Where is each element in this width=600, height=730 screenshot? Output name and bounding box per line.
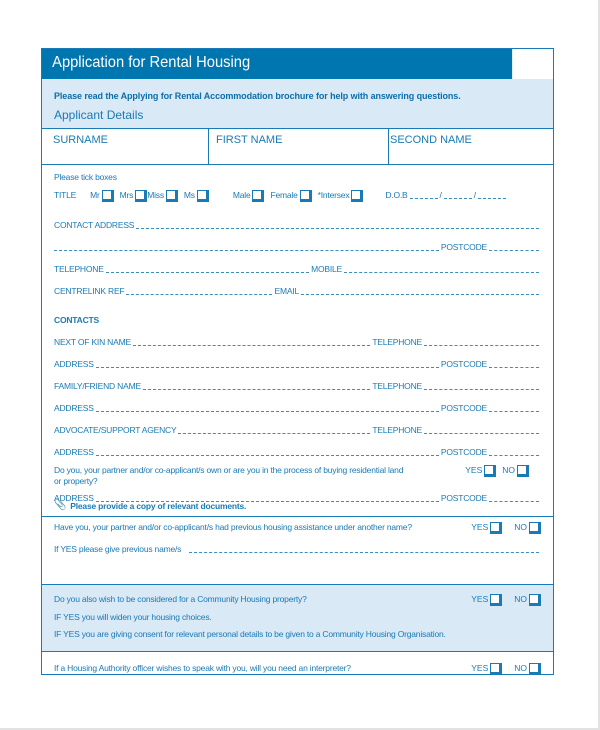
previous-assistance-yes-label: YES [471,522,489,532]
title-label: TITLE [54,190,77,200]
first-name-field[interactable] [209,129,389,164]
advocate-postcode-field[interactable] [489,455,539,456]
dob-separator: / [439,190,442,200]
next-of-kin-address-field[interactable] [96,367,439,368]
family-friend-row [54,381,541,391]
property-question-line1: Do you, your partner and/or co-applicant/s own or are you in the process of buying residential land [54,465,404,475]
gender-male-label: Male [232,190,251,200]
first-name-label: FIRST NAME [216,134,283,146]
family-friend-address-row [54,403,541,413]
email-label: EMAIL [274,286,299,296]
tick-boxes-hint [54,172,541,182]
next-of-kin-telephone-field[interactable] [424,345,539,346]
email-field[interactable] [301,294,539,295]
title-gender-dob-row [54,190,541,200]
contact-address-row [54,220,541,230]
postcode-label: POSTCODE [440,242,487,252]
family-friend-label: FAMILY/FRIEND NAME [54,381,141,391]
contacts-heading [54,315,541,325]
dob-month-field[interactable] [444,198,472,199]
centrelink-email-row [54,286,541,296]
contacts-heading-text: CONTACTS [54,315,99,325]
mobile-field[interactable] [344,272,539,273]
title-ms-label: Ms [183,190,195,200]
documents-section [42,500,553,585]
community-no-label: NO [514,594,527,604]
tick-label: Please tick boxes [54,172,117,182]
property-yes-no [465,465,527,475]
form-title: Application for Rental Housing [52,54,251,71]
previous-name-field[interactable] [189,552,539,553]
contact-address-label: CONTACT ADDRESS [54,220,135,230]
previous-assistance-row [54,522,541,532]
paperclip-icon: 📎 [54,500,67,511]
surname-label: SURNAME [53,134,109,146]
property-address-label: ADDRESS [54,493,94,503]
previous-assistance-no-label: NO [514,522,527,532]
gender-female-label: Female [270,190,298,200]
property-yes-checkbox[interactable] [484,465,494,475]
gender-female-checkbox[interactable] [300,190,310,200]
community-yes-no [471,594,539,604]
title-miss-checkbox[interactable] [166,190,176,200]
property-no-checkbox[interactable] [517,465,527,475]
interpreter-question-row [54,663,541,673]
community-info2: IF YES you are giving consent for relevant personal details to be given to a Community Housing Organisation. [54,629,446,639]
community-info1: IF YES you will widen your housing choices. [54,612,212,622]
telephone-label: TELEPHONE [54,264,104,274]
advocate-row [54,425,541,435]
community-info1-row [54,612,541,622]
advocate-field[interactable] [178,433,370,434]
interpreter-no-checkbox[interactable] [529,663,539,673]
previous-assistance-yes-checkbox[interactable] [490,522,500,532]
community-question-row [54,594,541,604]
family-friend-postcode-label: POSTCODE [440,403,487,413]
property-postcode-label: POSTCODE [440,493,487,503]
dob-separator: / [473,190,476,200]
form-title-bar [42,49,512,79]
title-mrs-checkbox[interactable] [135,190,145,200]
next-of-kin-label: NEXT OF KIN NAME [54,337,131,347]
title-mrs-label: Mrs [119,190,134,200]
interpreter-yes-label: YES [471,663,489,673]
second-name-field[interactable] [389,129,553,164]
documents-note-row [54,500,541,511]
documents-note: Please provide a copy of relevant documents. [70,500,247,511]
interpreter-no-label: NO [514,663,527,673]
centrelink-ref-field[interactable] [126,294,272,295]
previous-assistance-no-checkbox[interactable] [529,522,539,532]
next-of-kin-address-label: ADDRESS [54,359,94,369]
contact-address-field[interactable] [136,228,539,229]
family-friend-address-label: ADDRESS [54,403,94,413]
community-housing-section [42,585,553,652]
next-of-kin-postcode-field[interactable] [489,367,539,368]
gender-intersex-label: *Intersex [317,190,350,200]
advocate-address-row [54,447,541,457]
property-question-line2: or property? [54,476,98,486]
next-of-kin-field[interactable] [133,345,370,346]
section-title-applicant-details: Applicant Details [54,108,144,122]
next-of-kin-address-row [54,359,541,369]
gender-male-checkbox[interactable] [252,190,262,200]
second-name-label: SECOND NAME [390,134,472,146]
next-of-kin-row [54,337,541,347]
community-yes-checkbox[interactable] [490,594,500,604]
property-no-label: NO [502,465,515,475]
next-of-kin-postcode-label: POSTCODE [440,359,487,369]
advocate-telephone-field[interactable] [424,433,539,434]
surname-field[interactable] [42,129,209,164]
brochure-note: Please read the Applying for Rental Accommodation brochure for help with answering questions. [54,91,461,101]
interpreter-yes-checkbox[interactable] [490,663,500,673]
contact-address-line2-field[interactable] [54,250,439,251]
interpreter-yes-no [471,663,539,673]
dob-label: D.O.B [385,190,408,200]
family-friend-postcode-field[interactable] [489,411,539,412]
community-question: Do you also wish to be considered for a Community Housing property? [54,594,307,604]
next-of-kin-telephone-label: TELEPHONE [372,337,422,347]
postcode-field[interactable] [489,250,539,251]
previous-assistance-yes-no [471,522,539,532]
previous-name-row [54,544,541,554]
property-yes-label: YES [465,465,483,475]
interpreter-section [42,652,553,682]
centrelink-ref-label: CENTRELINK REF [54,286,125,296]
dob-day-field[interactable] [410,198,438,199]
telephone-mobile-row [54,264,541,274]
applicant-details-section [42,165,553,517]
intro-panel [42,79,553,129]
title-miss-label: Miss [147,190,164,200]
gender-intersex-checkbox[interactable] [351,190,361,200]
name-fields-row [42,129,553,165]
advocate-postcode-label: POSTCODE [440,447,487,457]
community-yes-label: YES [471,594,489,604]
previous-name-label: If YES please give previous name/s [54,544,182,554]
community-no-checkbox[interactable] [529,594,539,604]
telephone-field[interactable] [106,272,309,273]
rental-application-form [41,48,554,675]
family-friend-field[interactable] [143,389,370,390]
advocate-telephone-label: TELEPHONE [372,425,422,435]
community-info2-row [54,629,541,639]
advocate-address-field[interactable] [96,455,439,456]
dob-year-field[interactable] [478,198,506,199]
family-friend-telephone-field[interactable] [424,389,539,390]
advocate-address-label: ADDRESS [54,447,94,457]
mobile-label: MOBILE [311,264,342,274]
title-ms-checkbox[interactable] [197,190,207,200]
advocate-label: ADVOCATE/SUPPORT AGENCY [54,425,177,435]
interpreter-question: If a Housing Authority officer wishes to speak with you, will you need an interpreter? [54,663,351,673]
family-friend-address-field[interactable] [96,411,439,412]
contact-address-line2-row [54,242,541,252]
title-mr-checkbox[interactable] [102,190,112,200]
family-friend-telephone-label: TELEPHONE [372,381,422,391]
title-mr-label: Mr [90,190,100,200]
previous-assistance-question: Have you, your partner and/or co-applicant/s had previous housing assistance under another name? [54,522,412,532]
